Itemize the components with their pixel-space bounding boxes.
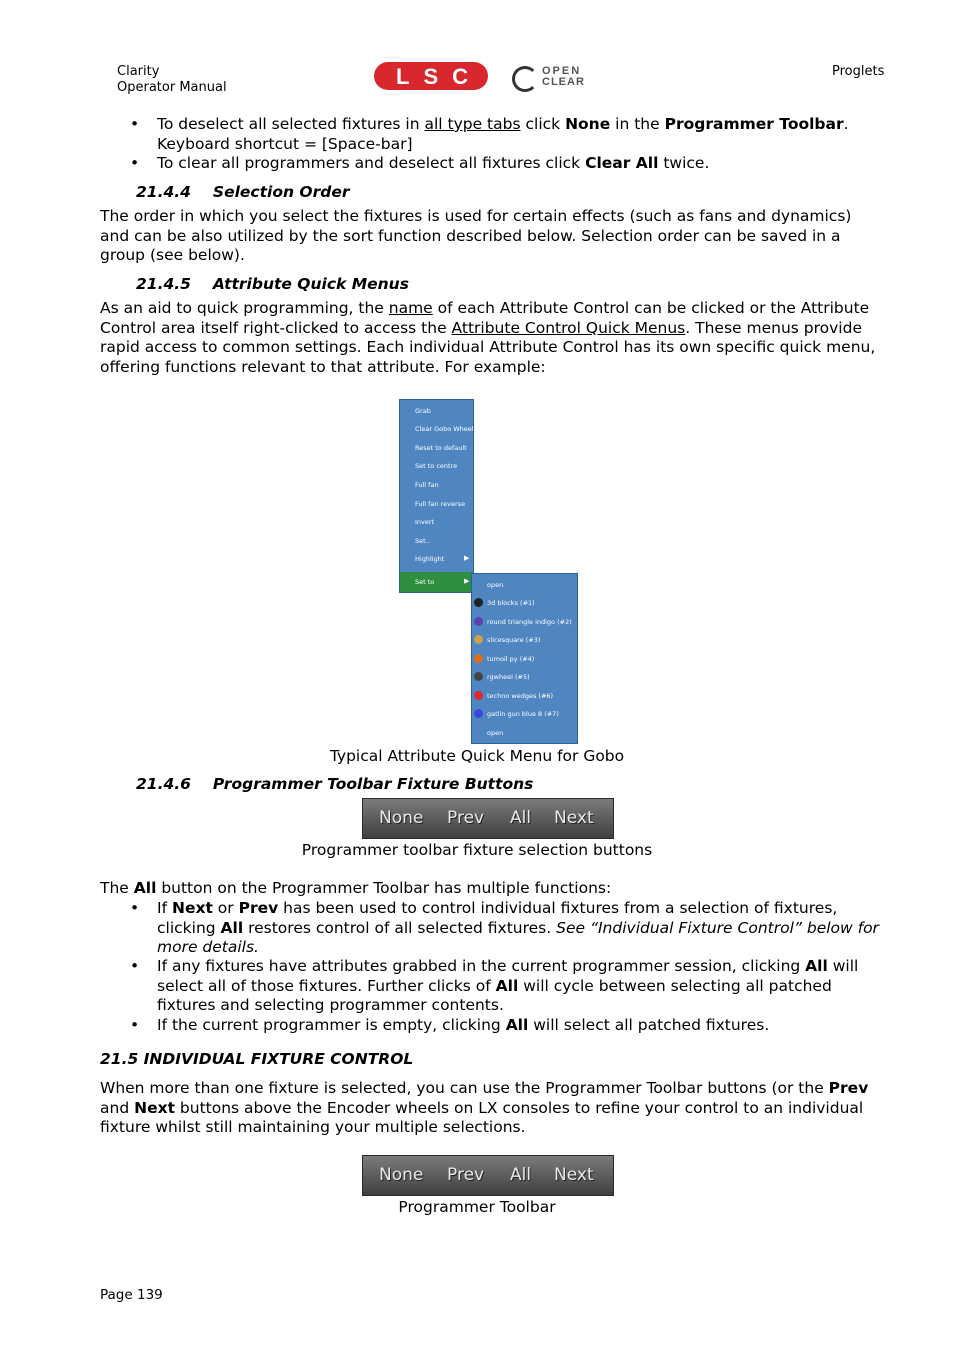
gobo-round-triangle-icon bbox=[474, 617, 483, 626]
gobo-tumoil-icon bbox=[474, 654, 483, 663]
lsc-logo: LSC bbox=[374, 62, 488, 90]
selection-order-body: The order in which you select the fixtures is used for certain effects (such as fans and dynamics) and can be also utilized by the sort function described below. Selection order can be saved in a group (see below). bbox=[100, 207, 852, 265]
header-app: Clarity bbox=[117, 64, 160, 79]
gobo-techno-wedges-icon bbox=[474, 691, 483, 700]
submenu-item-rgwheel[interactable]: rgwheel (#5) bbox=[487, 673, 530, 681]
bullet-all-grabbed: • If any fixtures have attributes grabbed in the current programmer session, clicking All will select all of those fixtures. Further clicks of All will cycle between selecting all patched fixtures and selecting programmer contents. bbox=[130, 957, 859, 1015]
bullet-all-empty: • If the current programmer is empty, clicking All will select all patched fixtures. bbox=[130, 1016, 770, 1034]
toolbar-next-button[interactable]: Next bbox=[554, 1165, 594, 1185]
menu-item-set-to-centre[interactable]: Set to centre bbox=[415, 462, 458, 470]
gobo-gatlin-gun-icon bbox=[474, 709, 483, 718]
header-manual: Operator Manual bbox=[117, 80, 227, 95]
quick-menu-caption: Typical Attribute Quick Menu for Gobo bbox=[329, 747, 625, 765]
menu-item-full-fan[interactable]: Full fan bbox=[415, 481, 439, 489]
submenu-item-3d-blocks[interactable]: 3d blocks (#1) bbox=[487, 599, 535, 607]
programmer-toolbar-1 bbox=[362, 798, 614, 839]
toolbar-next-button[interactable]: Next bbox=[554, 808, 594, 828]
submenu-arrow-icon: ▶ bbox=[464, 577, 470, 585]
menu-item-set[interactable]: Set.. bbox=[415, 537, 430, 545]
submenu-item-open[interactable]: open bbox=[487, 581, 504, 589]
submenu-item-tumoil[interactable]: tumoil py (#4) bbox=[487, 655, 535, 663]
menu-item-highlight[interactable]: Highlight bbox=[415, 555, 445, 563]
header-section: Proglets bbox=[832, 64, 885, 79]
toolbar-prev-button[interactable]: Prev bbox=[447, 1165, 485, 1185]
toolbar-all-button[interactable]: All bbox=[510, 1165, 532, 1185]
toolbar-prev-button[interactable]: Prev bbox=[447, 808, 485, 828]
heading-attribute-quick-menus: 21.4.5 Attribute Quick Menus bbox=[136, 275, 409, 293]
toolbar-none-button[interactable]: None bbox=[379, 1165, 424, 1185]
submenu-item-techno-wedges[interactable]: techno wedges (#6) bbox=[487, 692, 554, 700]
gobo-submenu bbox=[471, 573, 578, 744]
bullet-deselect: • To deselect all selected fixtures in all type tabs click None in the Programmer Toolbar. Keyboard shortcut = [Space-bar] bbox=[130, 115, 849, 153]
menu-item-invert[interactable]: Invert bbox=[415, 518, 435, 526]
submenu-item-round-triangle[interactable]: round triangle indigo (#2) bbox=[487, 618, 572, 626]
menu-item-full-fan-reverse[interactable]: Full fan reverse bbox=[415, 500, 466, 508]
gobo-slicesquare-icon bbox=[474, 635, 483, 644]
gobo-rgwheel-icon bbox=[474, 672, 483, 681]
all-type-tabs-link[interactable]: all type tabs bbox=[424, 115, 521, 133]
toolbar-caption-2: Programmer Toolbar bbox=[398, 1198, 556, 1216]
menu-item-reset-to-default[interactable]: Reset to default bbox=[415, 444, 467, 452]
toolbar-none-button[interactable]: None bbox=[379, 808, 424, 828]
individual-control-body: When more than one fixture is selected, you can use the Programmer Toolbar buttons (or the Prev and Next buttons above the Encoder wheels on LX consoles to refine your control to an individual fixture whilst still maintaining your multiple selections. bbox=[100, 1079, 869, 1137]
page-number: Page 139 bbox=[100, 1287, 163, 1303]
attribute-control-quick-menus-link[interactable]: Attribute Control Quick Menus bbox=[451, 318, 686, 337]
toolbar-all-button[interactable]: All bbox=[510, 808, 532, 828]
programmer-toolbar-2 bbox=[362, 1155, 614, 1196]
bullet-clear-all: • To clear all programmers and deselect all fixtures click Clear All twice. bbox=[130, 154, 710, 172]
all-button-intro: The All button on the Programmer Toolbar has multiple functions: bbox=[100, 879, 612, 897]
heading-selection-order: 21.4.4 Selection Order bbox=[136, 183, 350, 201]
menu-item-grab[interactable]: Grab bbox=[415, 407, 431, 415]
submenu-item-open-2[interactable]: open bbox=[487, 729, 504, 737]
gobo-3d-blocks-icon bbox=[474, 598, 483, 607]
heading-toolbar-fixture-buttons: 21.4.6 Programmer Toolbar Fixture Buttons bbox=[136, 775, 534, 793]
openclear-logo: OPEN CLEAR bbox=[512, 63, 607, 91]
submenu-item-gatlin-gun[interactable]: gatlin gun blue 8 (#7) bbox=[487, 710, 559, 718]
gobo-quick-menu bbox=[399, 399, 474, 593]
bullet-all-restores: • If Next or Prev has been used to control individual fixtures from a selection of fixtures, clicking All restores control of all selected fixtures. See “Individual Fixture Control” below for more details. bbox=[130, 899, 879, 957]
heading-individual-fixture-control: 21.5 INDIVIDUAL FIXTURE CONTROL bbox=[100, 1050, 414, 1068]
submenu-arrow-icon: ▶ bbox=[464, 554, 470, 562]
menu-item-set-to-highlight[interactable]: Set to ▶ bbox=[400, 572, 473, 592]
quick-menus-body: As an aid to quick programming, the name of each Attribute Control can be clicked or the Attribute Control area itself right-clicked to access the Attribute Control Quick Menus. These menus provide rapid access to common settings. Each individual Attribute Control has its own specific quick menu, offering functions relevant to that attribute. For example: bbox=[100, 299, 876, 376]
name-link[interactable]: name bbox=[388, 299, 433, 317]
toolbar-caption-1: Programmer toolbar fixture selection buttons bbox=[301, 841, 653, 859]
submenu-item-slicesquare[interactable]: slicesquare (#3) bbox=[487, 636, 541, 644]
menu-item-clear-gobo-wheel[interactable]: Clear Gobo Wheel bbox=[415, 425, 474, 433]
